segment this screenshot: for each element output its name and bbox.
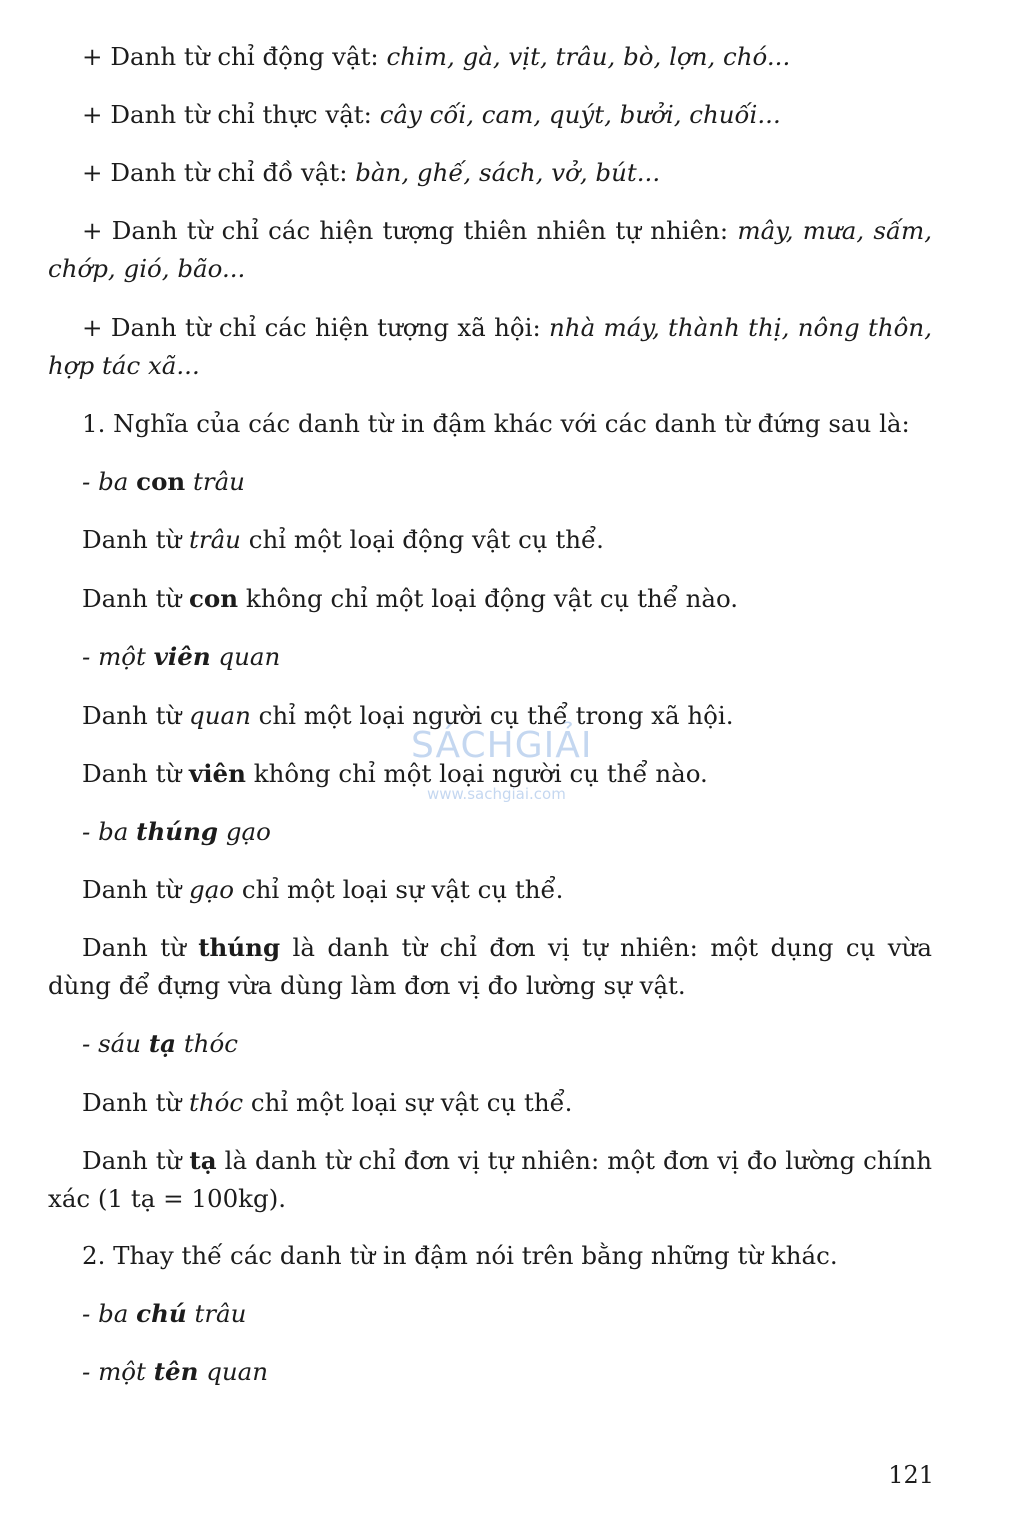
text-segment: thúng <box>136 817 219 846</box>
text-segment: quan <box>189 701 251 730</box>
text-segment: quan <box>210 642 281 671</box>
text-segment: Danh từ <box>82 875 190 904</box>
text-segment: là danh từ chỉ đơn vị tự nhiên: một dụng cụ vừa dùng để đựng vừa dùng làm đơn vị đo lường sự vật. <box>48 933 932 1000</box>
text-segment: tạ <box>148 1029 177 1058</box>
explanation-thoc <box>48 1084 932 1122</box>
example-sau-ta-thoc <box>48 1025 932 1063</box>
text-segment: gạo <box>189 875 235 904</box>
paragraph-nature-nouns <box>48 212 932 288</box>
text-segment: viên <box>153 642 211 671</box>
text-segment: Danh từ <box>82 525 190 554</box>
text-segment: viên <box>189 759 246 788</box>
text-segment: + Danh từ chỉ thực vật: <box>82 100 380 129</box>
text-segment: 1. Nghĩa của các danh từ in đậm khác với các danh từ đứng sau là: <box>82 409 910 438</box>
text-segment: - ba <box>82 817 137 846</box>
example-mot-vien-quan <box>48 638 932 676</box>
page-number: 121 <box>888 1461 934 1489</box>
explanation-gao <box>48 871 932 909</box>
answer-mot-ten-quan <box>48 1353 932 1391</box>
example-ba-con-trau <box>48 463 932 501</box>
question-2-heading <box>48 1237 932 1275</box>
text-segment: chim, gà, vịt, trâu, bò, lợn, chó... <box>386 42 791 71</box>
text-segment: - ba <box>82 467 137 496</box>
text-segment: - một <box>82 1357 154 1386</box>
text-segment: - ba <box>82 1299 137 1328</box>
question-1-heading <box>48 405 932 443</box>
text-segment: - sáu <box>82 1029 149 1058</box>
text-segment: mây, mưa, sấm, chớp, gió, bão... <box>48 216 932 283</box>
text-segment: Danh từ <box>82 1088 190 1117</box>
text-segment: Danh từ <box>82 701 190 730</box>
text-segment: + Danh từ chỉ các hiện tượng thiên nhiên tự nhiên: <box>82 216 738 245</box>
watermark-logo <box>405 722 615 808</box>
text-segment: không chỉ một loại động vật cụ thể nào. <box>238 584 739 613</box>
text-segment: bàn, ghế, sách, vở, bút... <box>355 158 661 187</box>
explanation-ta <box>48 1142 932 1218</box>
text-segment: Danh từ <box>82 1146 190 1175</box>
text-segment: chú <box>136 1299 187 1328</box>
text-segment: + Danh từ chỉ đồ vật: <box>82 158 356 187</box>
text-segment: + Danh từ chỉ động vật: <box>82 42 387 71</box>
text-segment: trâu <box>186 1299 247 1328</box>
text-segment: tên <box>153 1357 199 1386</box>
text-segment: Danh từ <box>82 584 190 613</box>
text-segment: trâu <box>189 525 241 554</box>
text-segment: thóc <box>176 1029 238 1058</box>
text-segment: con <box>136 467 186 496</box>
text-segment: chỉ một loại người cụ thể trong xã hội. <box>250 701 734 730</box>
text-segment: không chỉ một loại người cụ thể nào. <box>245 759 708 788</box>
text-segment: 2. Thay thế các danh từ in đậm nói trên bằng những từ khác. <box>82 1241 838 1270</box>
paragraph-animal-nouns <box>48 38 932 76</box>
text-segment: - một <box>82 642 154 671</box>
text-segment: gạo <box>218 817 271 846</box>
text-segment: thóc <box>189 1088 244 1117</box>
text-segment: chỉ một loại động vật cụ thể. <box>240 525 604 554</box>
text-segment: cây cối, cam, quýt, bưởi, chuối... <box>379 100 781 129</box>
answer-ba-chu-trau <box>48 1295 932 1333</box>
text-segment: tạ <box>189 1146 217 1175</box>
watermark-url: www.sachgiai.com <box>427 785 566 803</box>
text-segment: Danh từ <box>82 759 190 788</box>
explanation-trau <box>48 521 932 559</box>
paragraph-social-nouns <box>48 309 932 385</box>
text-segment: con <box>189 584 239 613</box>
text-segment: chỉ một loại sự vật cụ thể. <box>234 875 564 904</box>
explanation-thung <box>48 929 932 1005</box>
explanation-con <box>48 580 932 618</box>
text-segment: nhà máy, thành thị, nông thôn, hợp tác xã... <box>48 313 932 380</box>
watermark-title: SÁCHGIẢI <box>411 725 593 766</box>
text-segment: quan <box>198 1357 269 1386</box>
paragraph-object-nouns <box>48 154 932 192</box>
text-segment: + Danh từ chỉ các hiện tượng xã hội: <box>82 313 550 342</box>
text-segment: thúng <box>198 933 281 962</box>
paragraph-plant-nouns <box>48 96 932 134</box>
example-ba-thung-gao <box>48 813 932 851</box>
text-segment: trâu <box>185 467 245 496</box>
text-segment: Danh từ <box>82 933 199 962</box>
text-segment: chỉ một loại sự vật cụ thể. <box>243 1088 573 1117</box>
text-segment: là danh từ chỉ đơn vị tự nhiên: một đơn vị đo lường chính xác (1 tạ = 100kg). <box>48 1146 933 1213</box>
